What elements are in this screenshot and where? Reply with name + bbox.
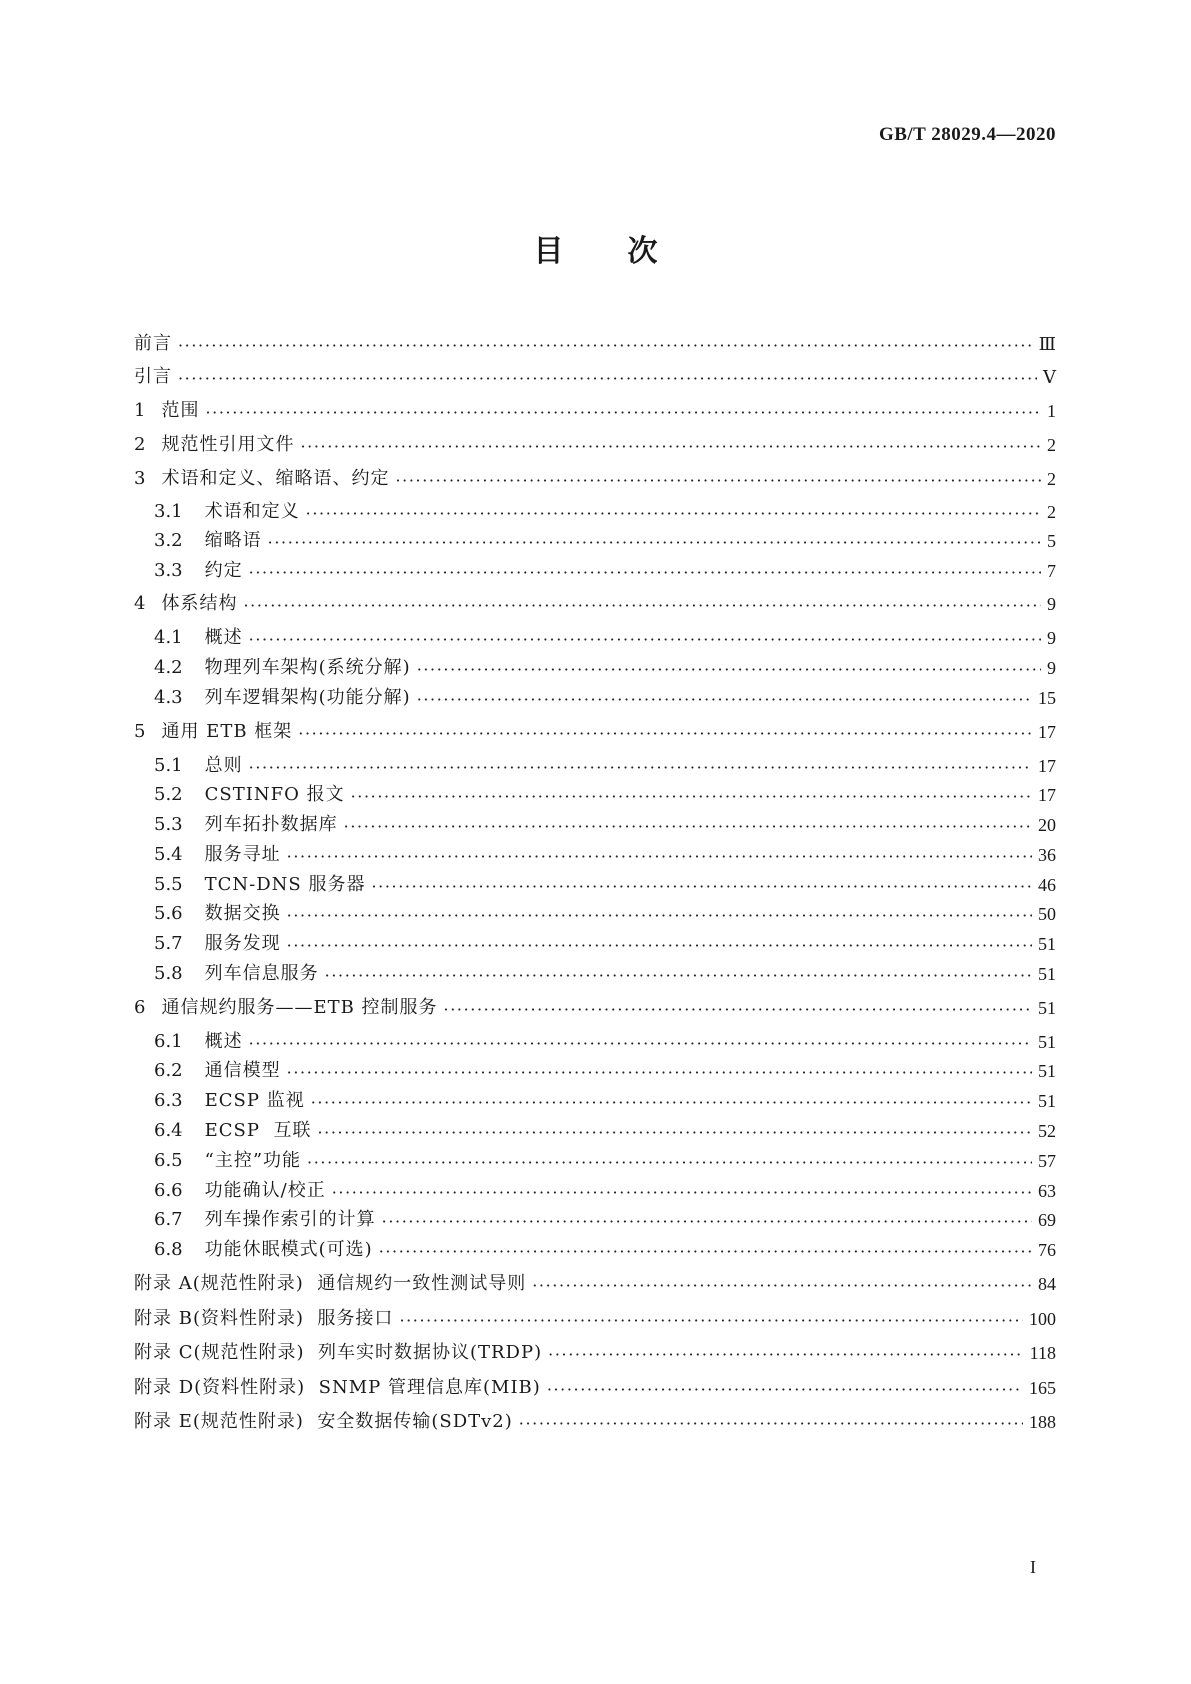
toc-entry-label: ECSP 监视 — [204, 1090, 305, 1111]
toc-entry[interactable] — [134, 1376, 1056, 1400]
toc-entry[interactable] — [134, 467, 1056, 491]
toc-entry-label: 附录 C(规范性附录) 列车实时数据协议(TRDP) — [134, 1342, 543, 1363]
toc-entry[interactable] — [154, 843, 1056, 867]
toc-entry[interactable] — [154, 500, 1056, 524]
toc-leader-dots — [249, 559, 1041, 583]
toc-entry[interactable] — [134, 332, 1056, 356]
toc-entry-number: 5.3 — [154, 814, 183, 835]
toc-entry-label: 概述 — [204, 1031, 243, 1052]
toc-leader-dots — [417, 686, 1032, 710]
toc-entry-page: 84 — [1038, 1274, 1056, 1294]
toc-entry[interactable] — [154, 626, 1056, 650]
toc-entry-page: 2 — [1047, 469, 1056, 489]
toc-entry-number: 3.3 — [154, 560, 183, 581]
toc-leader-dots — [372, 873, 1033, 897]
toc-leader-dots — [205, 399, 1041, 423]
toc-leader-dots — [444, 996, 1032, 1020]
toc-entry[interactable] — [134, 720, 1056, 744]
toc-entry[interactable] — [154, 559, 1056, 583]
toc-entry-number: 4.3 — [154, 687, 183, 708]
toc-entry-page: 51 — [1038, 934, 1056, 954]
toc-entry[interactable] — [134, 1307, 1056, 1331]
toc-entry-page: 63 — [1038, 1181, 1056, 1201]
toc-entry-page: 9 — [1047, 594, 1056, 614]
toc-entry-number: 5.6 — [154, 903, 183, 924]
toc-entry[interactable] — [134, 1410, 1056, 1434]
toc-leader-dots — [306, 500, 1041, 524]
toc-entry[interactable] — [154, 754, 1056, 778]
toc-entry-number: 5.8 — [154, 963, 183, 984]
toc-entry-number: 4 — [134, 593, 146, 614]
toc-leader-dots — [379, 1238, 1032, 1262]
toc-entry-page: 1 — [1047, 401, 1056, 421]
toc-entry-page: 51 — [1038, 964, 1056, 984]
toc-entry[interactable] — [154, 1059, 1056, 1083]
toc-entry-label: TCN-DNS 服务器 — [204, 874, 366, 895]
toc-entry-label: “主控”功能 — [204, 1150, 302, 1171]
toc-entry[interactable] — [154, 656, 1056, 680]
toc-entry-label: 约定 — [204, 560, 243, 581]
toc-entry-page: 36 — [1038, 845, 1056, 865]
toc-entry-number: 5.5 — [154, 874, 183, 895]
toc-leader-dots — [417, 656, 1041, 680]
toc-entry-page: 20 — [1038, 815, 1056, 835]
toc-entry-page: 118 — [1029, 1343, 1056, 1363]
toc-entry-number: 6.1 — [154, 1031, 183, 1052]
toc-leader-dots — [547, 1376, 1023, 1400]
toc-entry[interactable] — [134, 433, 1056, 457]
toc-leader-dots — [287, 843, 1032, 867]
toc-entry-label: 术语和定义 — [204, 501, 300, 522]
page-title: 目次 — [533, 234, 722, 269]
toc-entry-page: 9 — [1047, 658, 1056, 678]
toc-entry-label: 功能确认/校正 — [204, 1180, 326, 1201]
toc-leader-dots — [332, 1179, 1032, 1203]
toc-entry-label: 服务寻址 — [204, 844, 281, 865]
toc-entry-label: 物理列车架构(系统分解) — [204, 657, 411, 678]
toc-entry-number: 1 — [134, 400, 146, 421]
toc-entry-page: Ⅴ — [1043, 367, 1056, 387]
toc-leader-dots — [317, 1119, 1032, 1143]
toc-entry-label: 列车逻辑架构(功能分解) — [204, 687, 411, 708]
toc-entry-number: 6.7 — [154, 1209, 183, 1230]
toc-entry-label: 概述 — [204, 627, 243, 648]
toc-entry-number: 6.3 — [154, 1090, 183, 1111]
toc-entry-page: 9 — [1047, 628, 1056, 648]
toc-entry-number: 6.2 — [154, 1060, 183, 1081]
toc-entry-label: 规范性引用文件 — [161, 434, 295, 455]
toc-entry-page: 52 — [1038, 1121, 1056, 1141]
toc-entry-page: 76 — [1038, 1240, 1056, 1260]
toc-entry-page: 17 — [1038, 722, 1056, 742]
toc-entry-label: 服务发现 — [204, 933, 281, 954]
toc-entry-label: 列车操作索引的计算 — [204, 1209, 376, 1230]
toc-entry-label: 附录 D(资料性附录) SNMP 管理信息库(MIB) — [134, 1377, 541, 1398]
toc-leader-dots — [178, 365, 1037, 389]
toc-leader-dots — [351, 783, 1032, 807]
toc-entry-page: 188 — [1029, 1412, 1056, 1432]
toc-entry-number: 5.7 — [154, 933, 183, 954]
toc-leader-dots — [287, 1059, 1032, 1083]
toc-leader-dots — [287, 932, 1032, 956]
toc-entry-number: 6.6 — [154, 1180, 183, 1201]
toc-entry-number: 6.5 — [154, 1150, 183, 1171]
toc-entry-label: 附录 A(规范性附录) 通信规约一致性测试导则 — [134, 1273, 527, 1294]
toc-entry-label: 前言 — [134, 333, 172, 354]
toc-entry[interactable] — [134, 1341, 1056, 1365]
toc-entry-number: 5 — [134, 721, 146, 742]
toc-entry-label: 范围 — [161, 400, 200, 421]
toc-entry[interactable] — [134, 365, 1056, 389]
toc-entry-number: 4.1 — [154, 627, 183, 648]
toc-entry-label: 通信规约服务——ETB 控制服务 — [161, 997, 438, 1018]
toc-entry-page: 2 — [1047, 502, 1056, 522]
toc-entry-number: 4.2 — [154, 657, 183, 678]
toc-entry-number: 3 — [134, 468, 146, 489]
toc-entry-page: 100 — [1029, 1309, 1056, 1329]
toc-entry-number: 3.2 — [154, 530, 183, 551]
toc-leader-dots — [268, 529, 1041, 553]
toc-entry[interactable] — [154, 873, 1056, 897]
toc-entry-number: 3.1 — [154, 501, 183, 522]
toc-entry-page: 51 — [1038, 1091, 1056, 1111]
toc-leader-dots — [307, 1149, 1032, 1173]
toc-entry-number: 5.4 — [154, 844, 183, 865]
toc-entry[interactable] — [154, 1179, 1056, 1203]
toc-entry-label: 附录 E(规范性附录) 安全数据传输(SDTv2) — [134, 1411, 513, 1432]
toc-entry-number: 5.1 — [154, 755, 183, 776]
toc-entry-page: 57 — [1038, 1151, 1056, 1171]
toc-entry-label: 体系结构 — [161, 593, 238, 614]
toc-leader-dots — [344, 813, 1032, 837]
toc-entry-label: CSTINFO 报文 — [204, 784, 345, 805]
toc-entry-label: 通用 ETB 框架 — [161, 721, 293, 742]
toc-entry-label: 数据交换 — [204, 903, 281, 924]
toc-entry-page: 69 — [1038, 1210, 1056, 1230]
toc-entry-label: 列车拓扑数据库 — [204, 814, 338, 835]
toc-entry-page: 2 — [1047, 435, 1056, 455]
toc-leader-dots — [532, 1272, 1032, 1296]
toc-entry-number: 2 — [134, 434, 146, 455]
toc-entry-page: 7 — [1047, 561, 1056, 581]
toc-entry[interactable] — [134, 399, 1056, 423]
toc-leader-dots — [298, 720, 1032, 744]
toc-entry[interactable] — [154, 932, 1056, 956]
toc-entry-label: 引言 — [134, 366, 172, 387]
toc-leader-dots — [249, 1030, 1032, 1054]
document-id: GB/T 28029.4—2020 — [878, 124, 1056, 145]
toc-entry[interactable] — [154, 1208, 1056, 1232]
toc-leader-dots — [243, 592, 1041, 616]
toc-entry[interactable] — [154, 1238, 1056, 1262]
toc-entry-number: 6 — [134, 997, 146, 1018]
toc-entry[interactable] — [134, 1272, 1056, 1296]
toc-entry[interactable] — [154, 962, 1056, 986]
toc-entry-page: 51 — [1038, 998, 1056, 1018]
toc-entry-label: 术语和定义、缩略语、约定 — [161, 468, 390, 489]
toc-entry-page: 51 — [1038, 1061, 1056, 1081]
toc-entry[interactable] — [154, 1089, 1056, 1113]
toc-entry-page: 51 — [1038, 1032, 1056, 1052]
toc-entry-page: 17 — [1038, 756, 1056, 776]
toc-entry[interactable] — [154, 1119, 1056, 1143]
toc-entry[interactable] — [134, 592, 1056, 616]
toc-entry[interactable] — [154, 813, 1056, 837]
toc-entry[interactable] — [134, 996, 1056, 1020]
toc-leader-dots — [287, 902, 1032, 926]
toc-entry-page: 46 — [1038, 875, 1056, 895]
toc-entry-page: 5 — [1047, 531, 1056, 551]
toc-entry-label: 列车信息服务 — [204, 963, 319, 984]
toc-entry-label: 通信模型 — [204, 1060, 281, 1081]
toc-entry[interactable] — [154, 1149, 1056, 1173]
toc-entry-label: ECSP 互联 — [204, 1120, 312, 1141]
toc-entry-label: 附录 B(资料性附录) 服务接口 — [134, 1308, 394, 1329]
toc-entry-page: 165 — [1029, 1378, 1056, 1398]
toc-leader-dots — [178, 332, 1033, 356]
toc-leader-dots — [548, 1341, 1024, 1365]
toc-leader-dots — [399, 1307, 1023, 1331]
toc-entry-label: 缩略语 — [204, 530, 262, 551]
toc-entry-page: 15 — [1038, 688, 1056, 708]
toc-entry[interactable] — [154, 1030, 1056, 1054]
toc-entry[interactable] — [154, 529, 1056, 553]
toc-entry[interactable] — [154, 783, 1056, 807]
toc-leader-dots — [325, 962, 1032, 986]
toc-leader-dots — [519, 1410, 1023, 1434]
toc-entry-label: 功能休眠模式(可选) — [204, 1239, 373, 1260]
toc-entry-number: 6.4 — [154, 1120, 183, 1141]
toc-leader-dots — [382, 1208, 1032, 1232]
toc-entry-page: 50 — [1038, 904, 1056, 924]
toc-entry[interactable] — [154, 686, 1056, 710]
toc-entry-number: 6.8 — [154, 1239, 183, 1260]
toc-leader-dots — [249, 754, 1032, 778]
toc-leader-dots — [395, 467, 1041, 491]
toc-leader-dots — [300, 433, 1041, 457]
page-number: I — [1030, 1557, 1036, 1577]
toc-entry-page: 17 — [1038, 785, 1056, 805]
toc-entry-label: 总则 — [204, 755, 243, 776]
toc-leader-dots — [249, 626, 1041, 650]
toc-entry[interactable] — [154, 902, 1056, 926]
toc-entry-page: Ⅲ — [1038, 334, 1056, 354]
toc-entry-number: 5.2 — [154, 784, 183, 805]
toc-leader-dots — [311, 1089, 1032, 1113]
